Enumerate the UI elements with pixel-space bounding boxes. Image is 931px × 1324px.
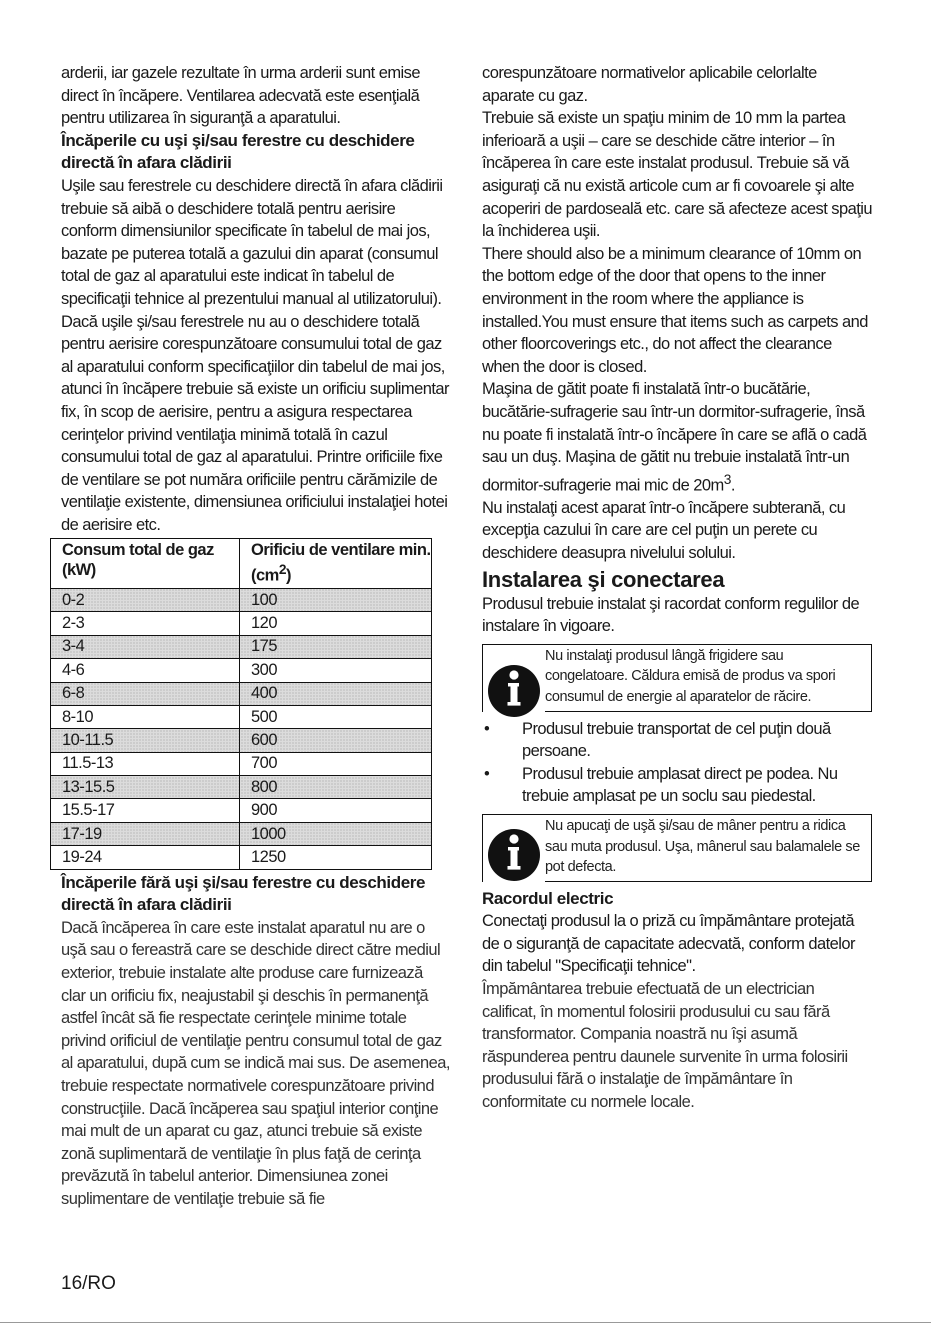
paragraph-appliances: corespunzătoare normativelor aplicabile celorlalte aparate cu gaz. xyxy=(482,64,817,105)
table-row xyxy=(51,705,432,728)
info-icon xyxy=(483,819,545,887)
paragraph-grounding: Împământarea trebuie efectuată de un electrician calificat, în momentul folosirii produsului cu sau fără transformator. Compania noastră nu îşi asumă răspunderea pentru daunele survenite în urma folosirii produsului fără o instalaţie de împământare în conformitate cu normele locale. xyxy=(482,980,848,1112)
table-cell-vent-area: 175 xyxy=(240,635,432,658)
table-row xyxy=(51,776,432,799)
table-cell-consumption: 19-24 xyxy=(51,846,240,869)
section-title-installation: Instalarea şi conectarea xyxy=(482,566,725,592)
table-cell-vent-area: 400 xyxy=(240,682,432,705)
table-cell-vent-area: 500 xyxy=(240,705,432,728)
table-cell-vent-area: 600 xyxy=(240,729,432,752)
table-row xyxy=(51,799,432,822)
table-cell-vent-area: 1250 xyxy=(240,846,432,869)
table-row xyxy=(51,612,432,635)
table-cell-consumption: 6-8 xyxy=(51,682,240,705)
paragraph-door-clearance-en: There should also be a minimum clearance of 10mm on the bottom edge of the door that opens to the inner environment in the room where the appliance is installed.You must ensure that items such as carpets and other floorcoverings etc., do not affect the clearance when the door is closed. xyxy=(482,244,868,376)
table-body xyxy=(51,588,432,869)
table-cell-consumption: 13-15.5 xyxy=(51,776,240,799)
ventilation-table xyxy=(50,538,432,869)
table-cell-consumption: 3-4 xyxy=(51,635,240,658)
heading-no-direct-opening: Încăperile fără uşi şi/sau ferestre cu deschidere directă în afara clădirii xyxy=(61,872,426,915)
room-type-text: Maşina de gătit poate fi instalată într-o bucătărie, bucătărie-sufragerie sau într-un dormitor-sufragerie, însă nu poate fi instalată într-o încăpere în care se află o cadă sau un duş. Maşina de gătit nu trebuie instalată într-un dormitor-sufragerie mai mic de 20m xyxy=(482,380,867,495)
table-cell-vent-area: 120 xyxy=(240,612,432,635)
info-note-fridge xyxy=(482,644,872,712)
table-row xyxy=(51,682,432,705)
list-item xyxy=(482,763,872,808)
table-row xyxy=(51,846,432,869)
bullet-list xyxy=(482,718,872,808)
table-header-vent-opening xyxy=(240,539,432,589)
header-vent-end: ) xyxy=(286,566,291,585)
table-cell-consumption: 10-11.5 xyxy=(51,729,240,752)
heading-electric-connection: Racordul electric xyxy=(482,888,614,908)
table-cell-vent-area: 300 xyxy=(240,659,432,682)
table-cell-vent-area: 700 xyxy=(240,752,432,775)
bottom-divider xyxy=(0,1322,931,1323)
table-cell-vent-area: 900 xyxy=(240,799,432,822)
paragraph-electric-socket: Conectaţi produsul la o priză cu împământare protejată de o siguranţă de capacitate adecvată, conform datelor din tabelul "Specificaţii tehnice". xyxy=(482,912,855,976)
header-vent-text: Orificiu de ventilare min. (cm xyxy=(251,541,431,585)
list-item-text: Produsul trebuie transportat de cel puţin două persoane. xyxy=(522,719,831,761)
paragraph-intro: arderii, iar gazele rezultate în urma arderii sunt emise direct în încăpere. Ventilarea adecvată este esenţială pentru utilizarea în siguranţă a aparatului. xyxy=(61,64,420,128)
info-note-door-text: Nu apucaţi de uşă şi/sau de mâner pentru a ridica sau muta produsul. Uşa, mânerul sau balamalele se pot defecta. xyxy=(545,817,860,876)
bullet-dot: • xyxy=(484,764,490,783)
table-row xyxy=(51,729,432,752)
table-header-consumption: Consum total de gaz (kW) xyxy=(51,539,240,589)
room-type-end: . xyxy=(730,476,735,495)
table-cell-vent-area: 1000 xyxy=(240,822,432,845)
paragraph-basement: Nu instalaţi acest aparat într-o încăpere subterană, cu excepţia cazului în care are cel puţin un perete cu deschidere deasupra nivelului solului. xyxy=(482,498,846,562)
info-note-fridge-text: Nu instalaţi produsul lângă frigidere sau congelatoare. Căldura emisă de produs va spori consumul de energie al aparatelor de răcire. xyxy=(545,647,836,705)
table-cell-consumption: 17-19 xyxy=(51,822,240,845)
table-header-row xyxy=(51,539,432,589)
table-cell-consumption: 15.5-17 xyxy=(51,799,240,822)
table-cell-consumption: 4-6 xyxy=(51,659,240,682)
table-cell-vent-area: 100 xyxy=(240,588,432,611)
table-row xyxy=(51,659,432,682)
left-column xyxy=(61,62,451,1211)
table-row xyxy=(51,635,432,658)
list-item-text: Produsul trebuie amplasat direct pe podea. Nu trebuie amplasat pe un soclu sau piedestal. xyxy=(522,764,838,806)
room-type-sup: 3 xyxy=(723,471,731,487)
table-row xyxy=(51,752,432,775)
bullet-dot: • xyxy=(484,719,490,738)
page-number: 16/RO xyxy=(61,1273,116,1294)
table-cell-consumption: 2-3 xyxy=(51,612,240,635)
table-cell-consumption: 0-2 xyxy=(51,588,240,611)
info-icon xyxy=(483,655,545,723)
paragraph-no-direct-opening: Dacă încăperea în care este instalat aparatul nu are o uşă sau o fereastră care se deschide direct către mediul exterior, trebuie instalate alte produse care furnizează clar un orificiu fix, neajustabil şi deschis în permanenţă astfel încât să fie respectate cerinţele minime totale privind orificiul de ventilaţie pentru consumul total de gaz al aparatului, după cum se indică mai sus. De asemenea, trebuie respectate normativele corespunzătoare privind construcţiile. Dacă încăperea sau spaţiul interior conţine mai mult de un aparat cu gaz, atunci trebuie să existe zonă suplimentară de ventilaţie în plus faţă de cerinţa prevăzută în tabelul anterior. Dimensiunea zonei suplimentare de ventilaţie trebuie să fie xyxy=(61,918,450,1208)
table-row xyxy=(51,588,432,611)
table-row xyxy=(51,822,432,845)
table-cell-vent-area: 800 xyxy=(240,776,432,799)
info-note-door xyxy=(482,814,872,882)
heading-direct-opening: Încăperile cu uşi şi/sau ferestre cu deschidere directă în afara clădirii xyxy=(61,130,415,173)
list-item xyxy=(482,718,872,763)
header-vent-sup: 2 xyxy=(278,562,286,578)
paragraph-installation-rules: Produsul trebuie instalat şi racordat conform regulilor de instalare în vigoare. xyxy=(482,594,860,636)
table-cell-consumption: 11.5-13 xyxy=(51,752,240,775)
paragraph-direct-opening: Uşile sau ferestrele cu deschidere directă în afara clădirii trebuie să aibă o deschidere totală pentru aerisire conform dimensiunilor specificate în tabelul de mai jos, bazate pe puterea totală a gazului din aparat (consumul total de gaz al aparatului este indicat în tabelul de specificaţii tehnice al prezentului manual al utilizatorului). Dacă uşile şi/sau ferestrele nu au o deschidere totală pentru aerisire corespunzătoare consumului total de gaz al aparatului conform specificaţiilor din tabelul de mai jos, atunci în încăpere trebuie să existe un orificiu suplimentar fix, în scop de aerisire, pentru a asigura respectarea cerinţelor privind ventilaţia minimă totală în cazul consumului total de gaz al aparatului. Printre orificiile fixe de ventilare se pot număra orificiile pentru cărămizile de ventilaţie existente, dimensiunea orificiului instalaţiei hotei de aerisire etc. xyxy=(61,176,449,534)
table-cell-consumption: 8-10 xyxy=(51,705,240,728)
paragraph-room-type xyxy=(482,378,872,496)
paragraph-door-clearance-ro: Trebuie să existe un spaţiu minim de 10 mm la partea inferioară a uşii – care se deschide către interior – în încăperea în care este instalat produsul. Trebuie să vă asiguraţi că nu există articole cum ar fi covoarele şi alte acoperiri de pardoseală etc. care să afecteze acest spaţiu la închiderea uşii. xyxy=(482,109,873,241)
right-column xyxy=(482,62,872,1114)
